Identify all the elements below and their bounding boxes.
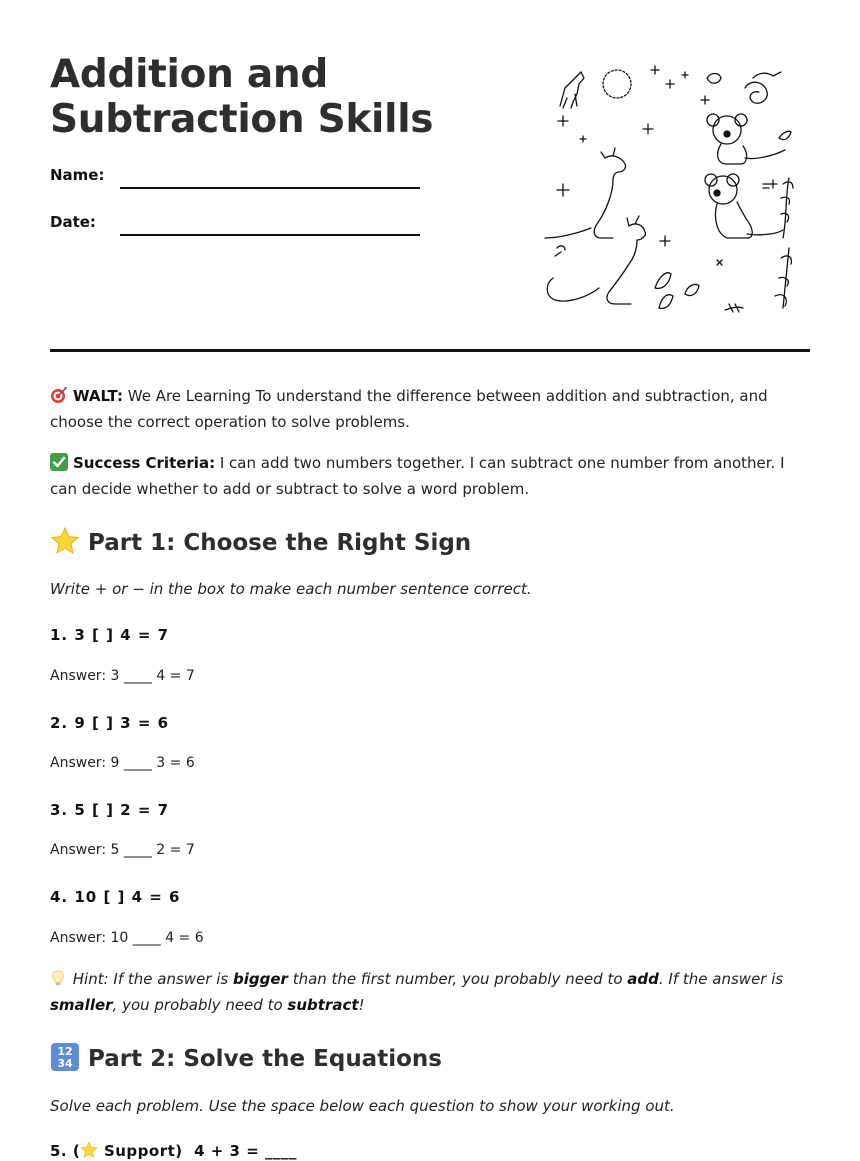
walt-label: WALT: (73, 387, 123, 405)
numbers-icon (50, 1042, 80, 1072)
question-2: 2. 9 [ ] 3 = 6 (50, 714, 170, 732)
question-5-level: Support) (98, 1142, 183, 1160)
answer-2[interactable]: Answer: 9 ____ 3 = 6 (50, 755, 195, 771)
answer-3[interactable]: Answer: 5 ____ 2 = 7 (50, 842, 195, 858)
answer-1[interactable]: Answer: 3 ____ 4 = 7 (50, 668, 195, 684)
hint-text-5: ! (358, 996, 365, 1014)
target-icon (50, 386, 68, 404)
animal-illustration (535, 58, 810, 323)
answer-4[interactable]: Answer: 10 ____ 4 = 6 (50, 930, 204, 946)
name-field[interactable] (120, 187, 420, 189)
question-1: 1. 3 [ ] 4 = 7 (50, 626, 170, 644)
success-criteria-text: I can add two numbers together. I can subtract one number from another. I can decide whether to add or subtract to solve a word problem. (50, 454, 785, 498)
hint-text-4: , you probably need to (112, 996, 288, 1014)
part2-heading (50, 1042, 442, 1072)
hint-bold-subtract: subtract (287, 996, 359, 1014)
title-line-1: Addition and (50, 52, 328, 97)
date-field[interactable] (120, 234, 420, 236)
walt-paragraph (50, 383, 810, 435)
numbers-icon-bottom: 34 (57, 1057, 73, 1070)
question-5 (50, 1141, 297, 1160)
question-4: 4. 10 [ ] 4 = 6 (50, 888, 181, 906)
check-icon (50, 453, 68, 471)
hint-text-1: Hint: If the answer is (68, 970, 233, 988)
question-5-number: 5. ( (50, 1142, 81, 1160)
part1-instruction: Write + or − in the box to make each number sentence correct. (50, 580, 532, 598)
question-3: 3. 5 [ ] 2 = 7 (50, 801, 170, 819)
worksheet-title (50, 52, 433, 142)
title-line-2: Subtraction Skills (50, 97, 434, 142)
lightbulb-icon (50, 969, 66, 987)
star-icon (50, 526, 80, 556)
part1-heading (50, 526, 471, 556)
success-criteria-label: Success Criteria: (73, 454, 216, 472)
star-icon (80, 1141, 98, 1159)
part1-heading-text: Part 1: Choose the Right Sign (88, 530, 472, 556)
numbers-icon-top: 12 (57, 1045, 73, 1058)
part2-instruction: Solve each problem. Use the space below each question to show your working out. (50, 1097, 675, 1115)
success-criteria-paragraph (50, 450, 810, 502)
header-divider (50, 349, 810, 352)
hint-text-2: than the first number, you probably need to (287, 970, 628, 988)
hint-bold-bigger: bigger (232, 970, 288, 988)
date-label: Date: (50, 213, 96, 231)
question-5-equation: 4 + 3 = ____ (182, 1142, 297, 1160)
name-label: Name: (50, 166, 105, 184)
hint-bold-smaller: smaller (50, 996, 113, 1014)
walt-text: We Are Learning To understand the difference between addition and subtraction, and choose the correct operation to solve problems. (50, 387, 768, 431)
part2-heading-text: Part 2: Solve the Equations (88, 1046, 442, 1072)
hint-bold-add: add (627, 970, 659, 988)
hint-paragraph (50, 966, 810, 1018)
hint-text-3: . If the answer is (658, 970, 784, 988)
